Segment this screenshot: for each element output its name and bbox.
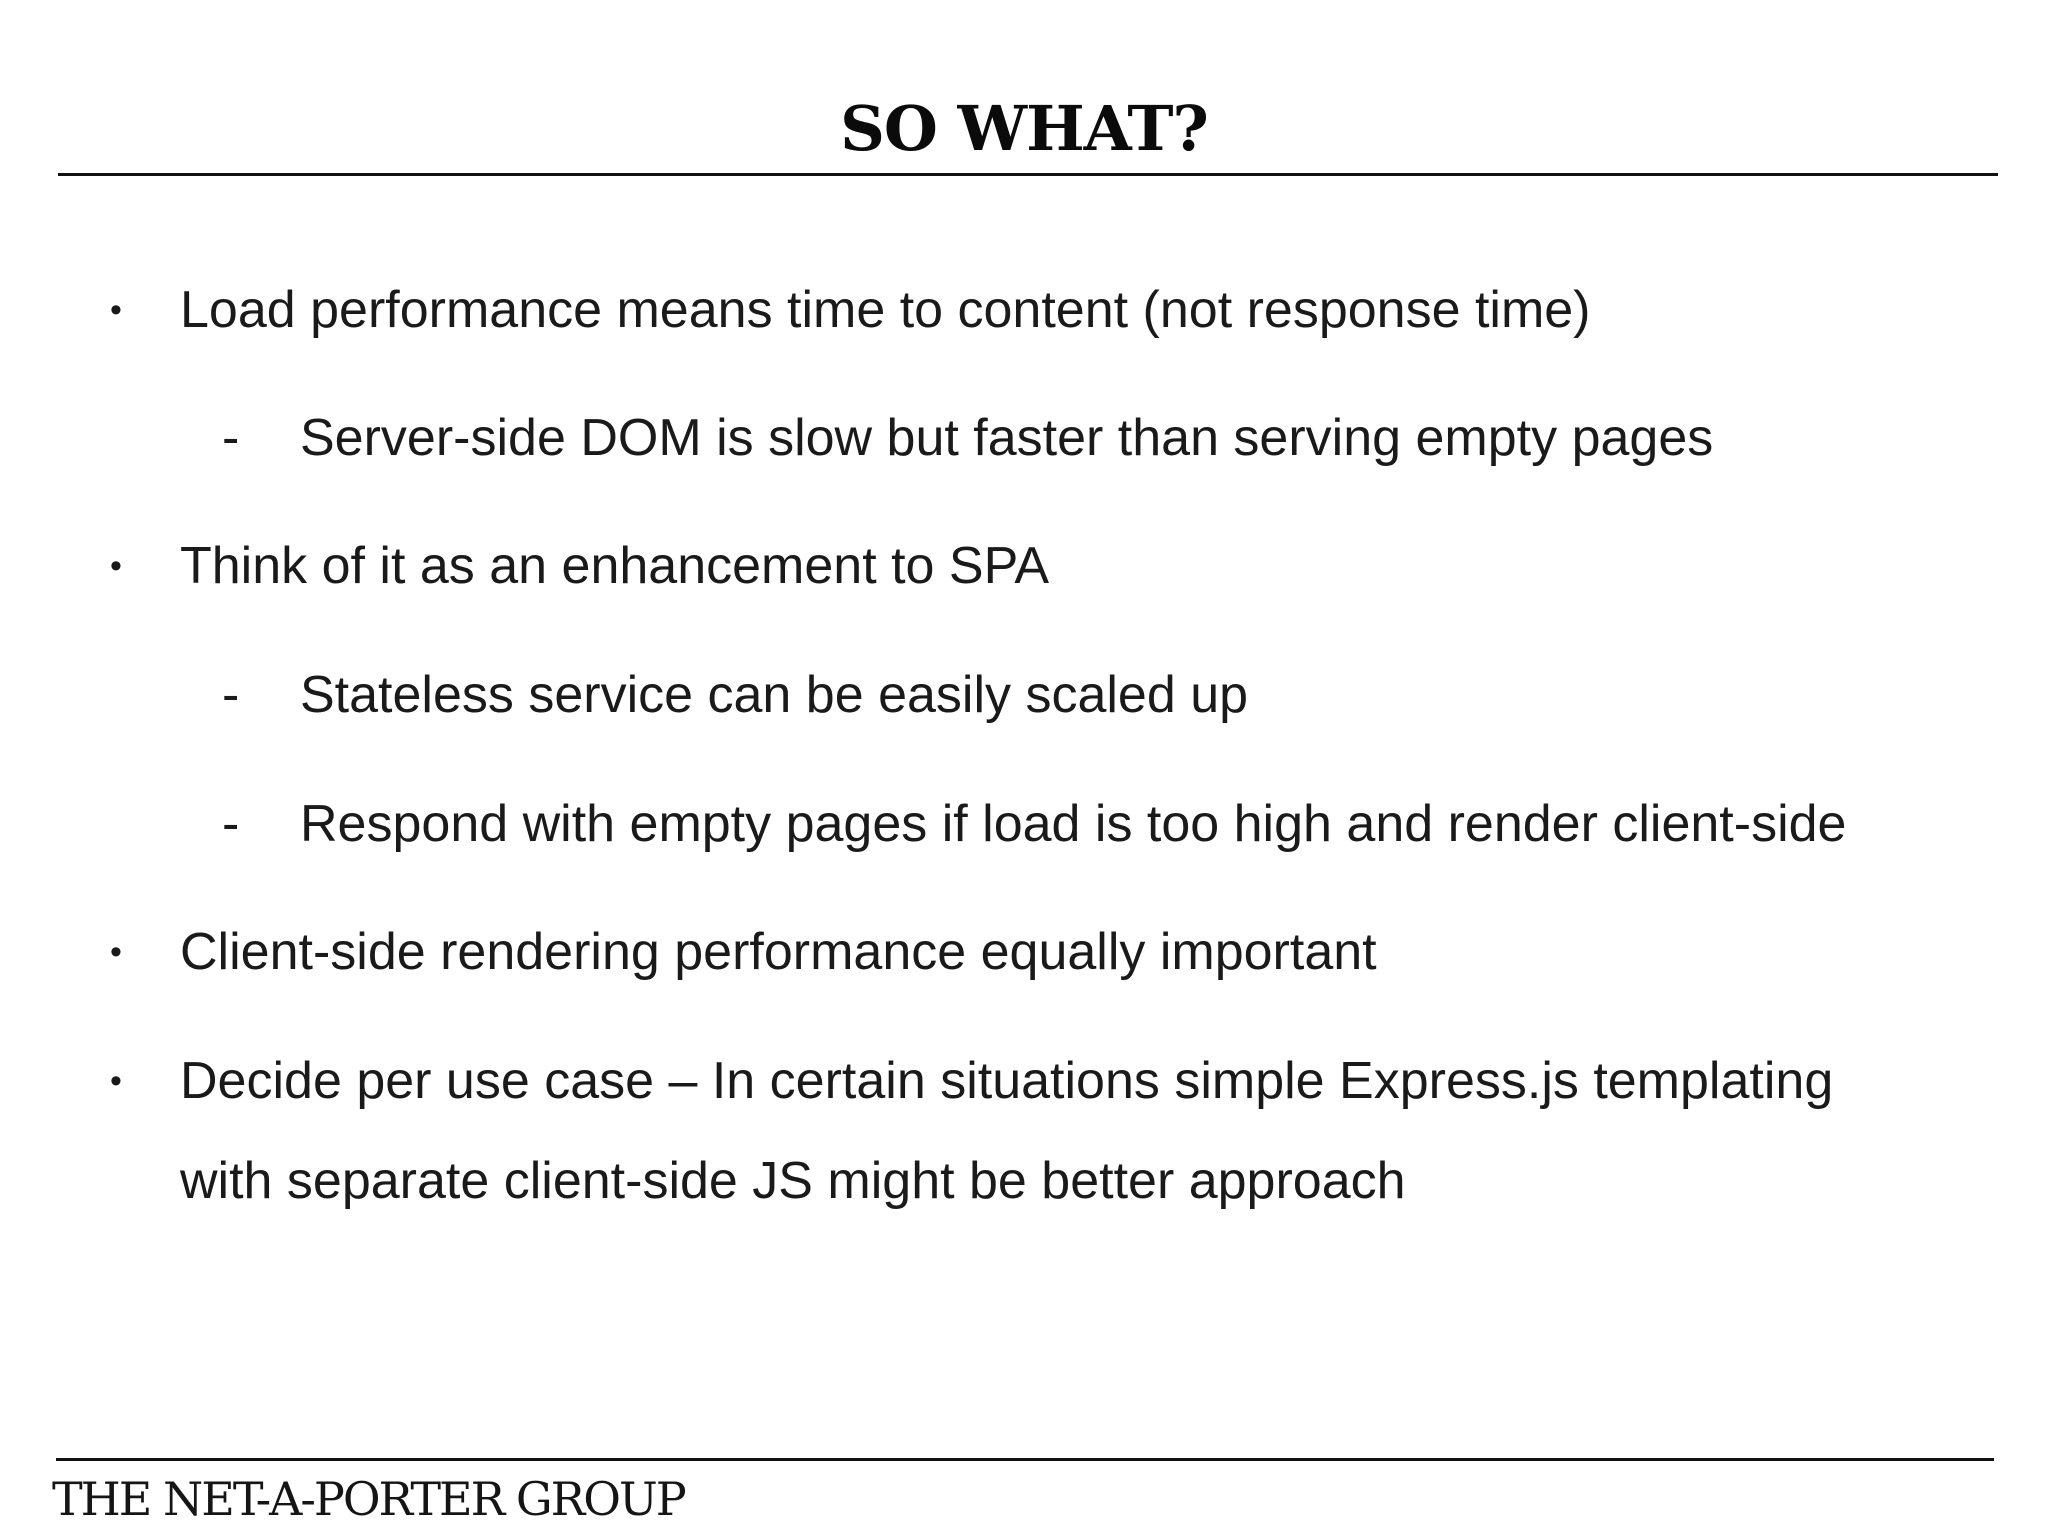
bullet-text: Decide per use case – In certain situations simple Express.js templating with separate client-side JS might be better approach bbox=[180, 1052, 1834, 1210]
bullet-marker: • bbox=[110, 933, 122, 971]
bullet-text: Think of it as an enhancement to SPA bbox=[180, 537, 1050, 595]
sub-bullet-marker: - bbox=[222, 666, 240, 724]
bullet-text: Client-side rendering performance equally important bbox=[180, 923, 1377, 981]
bullet-marker: • bbox=[110, 547, 122, 585]
footer-divider bbox=[56, 1458, 1994, 1461]
sub-bullet-marker: - bbox=[222, 409, 240, 467]
bullet-item bbox=[110, 516, 1940, 616]
sub-bullet-item bbox=[222, 388, 1940, 488]
slide-title: SO WHAT? bbox=[840, 91, 1208, 165]
bullet-item bbox=[110, 260, 1940, 360]
bullet-item bbox=[110, 902, 1940, 1002]
sub-bullet-text: Stateless service can be easily scaled up bbox=[300, 666, 1249, 724]
sub-bullet-item bbox=[222, 774, 1940, 874]
bullet-item bbox=[110, 1031, 1940, 1231]
sub-bullet-marker: - bbox=[222, 795, 240, 853]
bullet-text: Load performance means time to content (not response time) bbox=[180, 281, 1591, 339]
bullet-marker: • bbox=[110, 291, 122, 329]
sub-bullet-text: Server-side DOM is slow but faster than serving empty pages bbox=[300, 409, 1714, 467]
sub-bullet-item bbox=[222, 645, 1940, 745]
footer-logo: THE NET-A-PORTER GROUP bbox=[52, 1472, 685, 1526]
sub-bullet-text: Respond with empty pages if load is too high and render client-side bbox=[300, 795, 1847, 853]
bullet-marker: • bbox=[110, 1062, 122, 1100]
